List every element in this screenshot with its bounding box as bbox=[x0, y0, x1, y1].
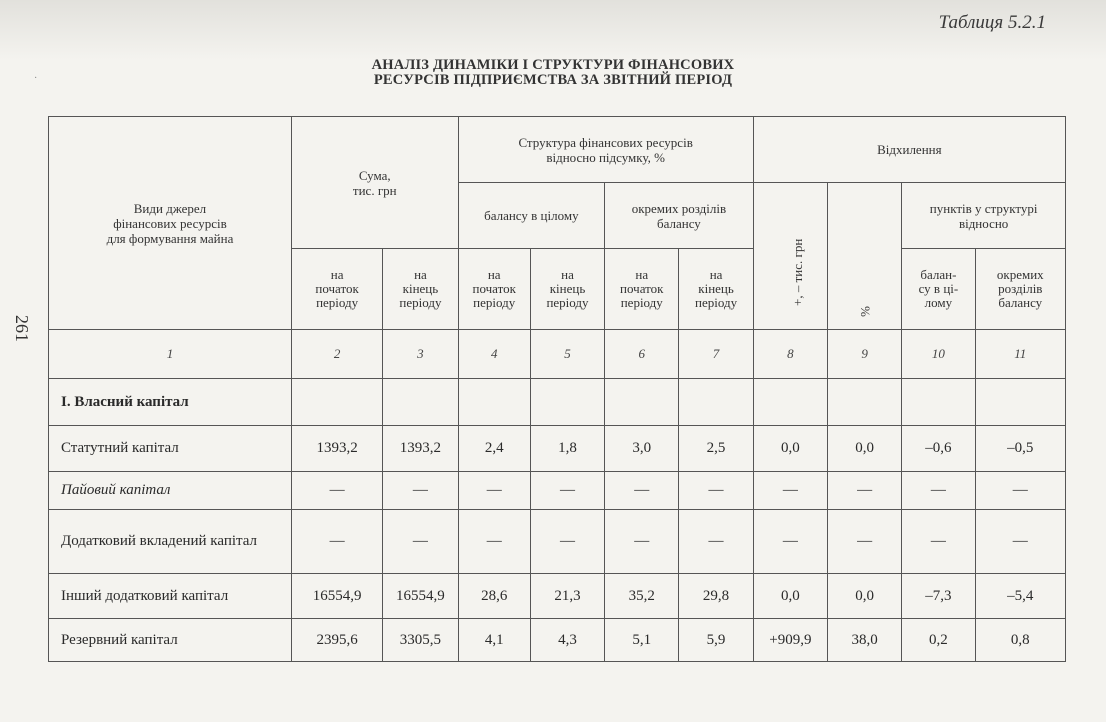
table-row bbox=[49, 379, 1066, 426]
header-sum bbox=[291, 117, 458, 249]
table-cell bbox=[383, 379, 458, 426]
table-cell bbox=[679, 379, 753, 426]
table-cell: –5,4 bbox=[975, 574, 1065, 619]
header-sources-line-2: фінансових ресурсів bbox=[113, 215, 227, 231]
sub-sections-end: на кінець періоду bbox=[679, 249, 753, 330]
table-cell bbox=[605, 379, 679, 426]
table-cell: 2395,6 bbox=[291, 619, 382, 662]
table-row bbox=[49, 426, 1066, 472]
table-cell bbox=[530, 379, 604, 426]
row-name: І. Власний капітал bbox=[49, 379, 292, 426]
table-cell: 3305,5 bbox=[383, 619, 458, 662]
table-cell: 1393,2 bbox=[383, 426, 458, 472]
table-cell: — bbox=[383, 510, 458, 574]
table-row bbox=[49, 619, 1066, 662]
table-cell: — bbox=[975, 510, 1065, 574]
table-cell: 0,8 bbox=[975, 619, 1065, 662]
header-pct: % bbox=[857, 306, 873, 317]
row-name: Резервний капітал bbox=[49, 619, 292, 662]
table-cell: — bbox=[605, 510, 679, 574]
column-number: 7 bbox=[679, 330, 753, 379]
table-cell: 28,6 bbox=[458, 574, 530, 619]
header-points-line-1: пунктів у структурі bbox=[929, 200, 1038, 216]
table-cell: +909,9 bbox=[753, 619, 827, 662]
row-name: Статутний капітал bbox=[49, 426, 292, 472]
table-cell bbox=[975, 379, 1065, 426]
header-deviation: Відхилення bbox=[753, 117, 1065, 183]
table-cell: 35,2 bbox=[605, 574, 679, 619]
header-abs-deviation: +, – тис. грн bbox=[790, 238, 806, 306]
sub-sum-start: на початок періоду bbox=[291, 249, 382, 330]
table-cell: 4,1 bbox=[458, 619, 530, 662]
table-cell: 1,8 bbox=[530, 426, 604, 472]
table-cell: — bbox=[975, 472, 1065, 510]
row-name: Інший додатковий капітал bbox=[49, 574, 292, 619]
header-sources bbox=[49, 117, 292, 330]
title-line-1: АНАЛІЗ ДИНАМІКИ І СТРУКТУРИ ФІНАНСОВИХ bbox=[371, 57, 735, 73]
header-sources-line-3: для формування майна bbox=[106, 230, 234, 246]
table-cell: 4,3 bbox=[530, 619, 604, 662]
row-name: Пайовий капітал bbox=[49, 472, 292, 510]
header-sum-line-2: тис. грн bbox=[352, 182, 397, 198]
table-cell: — bbox=[605, 472, 679, 510]
table-cell: — bbox=[827, 472, 901, 510]
table-cell: 2,5 bbox=[679, 426, 753, 472]
table-cell: — bbox=[458, 510, 530, 574]
sub-balance-start: на початок періоду bbox=[458, 249, 530, 330]
table-cell: — bbox=[679, 510, 753, 574]
table-row bbox=[49, 574, 1066, 619]
column-number: 5 bbox=[530, 330, 604, 379]
table-cell bbox=[827, 379, 901, 426]
column-number: 2 bbox=[291, 330, 382, 379]
table-title bbox=[0, 58, 1106, 88]
table-cell: 1393,2 bbox=[291, 426, 382, 472]
financial-resources-table bbox=[48, 116, 1066, 662]
header-structure-line-2: відносно підсумку, % bbox=[546, 149, 665, 165]
table-cell: 0,2 bbox=[902, 619, 975, 662]
table-cell: — bbox=[902, 472, 975, 510]
table-cell: –0,6 bbox=[902, 426, 975, 472]
sub-sum-end: на кінець періоду bbox=[383, 249, 458, 330]
header-sum-line-1: Сума, bbox=[358, 167, 391, 183]
table-cell: — bbox=[458, 472, 530, 510]
table-cell bbox=[458, 379, 530, 426]
table-cell: 5,1 bbox=[605, 619, 679, 662]
table-cell: 0,0 bbox=[753, 426, 827, 472]
table-cell: 38,0 bbox=[827, 619, 901, 662]
column-number: 1 bbox=[49, 330, 292, 379]
header-pct-cell bbox=[827, 183, 901, 330]
table-cell: — bbox=[530, 472, 604, 510]
table-cell: –7,3 bbox=[902, 574, 975, 619]
column-number: 10 bbox=[902, 330, 975, 379]
table-row bbox=[49, 510, 1066, 574]
table-cell bbox=[902, 379, 975, 426]
page-number: 261 bbox=[12, 315, 32, 342]
header-abs-deviation-cell bbox=[753, 183, 827, 330]
header-balance-whole: балансу в цілому bbox=[458, 183, 605, 249]
table-cell: — bbox=[383, 472, 458, 510]
column-number: 6 bbox=[605, 330, 679, 379]
header-sections-line-2: балансу bbox=[657, 215, 701, 231]
table-cell: 3,0 bbox=[605, 426, 679, 472]
table-cell: — bbox=[291, 510, 382, 574]
table-cell: 16554,9 bbox=[291, 574, 382, 619]
header-points bbox=[902, 183, 1066, 249]
table-cell: — bbox=[291, 472, 382, 510]
column-number: 4 bbox=[458, 330, 530, 379]
table-cell: — bbox=[530, 510, 604, 574]
table-cell: 5,9 bbox=[679, 619, 753, 662]
table-cell: — bbox=[827, 510, 901, 574]
column-number: 3 bbox=[383, 330, 458, 379]
column-number: 8 bbox=[753, 330, 827, 379]
page-mark: · bbox=[34, 73, 38, 84]
table-cell: — bbox=[679, 472, 753, 510]
table-cell: 0,0 bbox=[827, 574, 901, 619]
table-label: Таблиця 5.2.1 bbox=[938, 12, 1046, 33]
sub-points-balance: балан- су в ці- лому bbox=[902, 249, 975, 330]
sub-balance-end: на кінець періоду bbox=[530, 249, 604, 330]
column-number: 11 bbox=[975, 330, 1065, 379]
table-cell bbox=[753, 379, 827, 426]
header-sections bbox=[605, 183, 754, 249]
table-cell bbox=[291, 379, 382, 426]
column-number-row bbox=[49, 330, 1066, 379]
header-sections-line-1: окремих розділів bbox=[631, 200, 727, 216]
header-sources-line-1: Види джерел bbox=[133, 200, 207, 216]
table-cell: 16554,9 bbox=[383, 574, 458, 619]
header-structure-line-1: Структура фінансових ресурсів bbox=[518, 134, 693, 150]
table-cell: 0,0 bbox=[753, 574, 827, 619]
row-name: Додатковий вкладений капітал bbox=[49, 510, 292, 574]
sub-points-sections: окремих розділів балансу bbox=[975, 249, 1065, 330]
table-cell: 0,0 bbox=[827, 426, 901, 472]
table-cell: 2,4 bbox=[458, 426, 530, 472]
table-cell: 29,8 bbox=[679, 574, 753, 619]
table-cell: — bbox=[902, 510, 975, 574]
column-number: 9 bbox=[827, 330, 901, 379]
title-line-2: РЕСУРСІВ ПІДПРИЄМСТВА ЗА ЗВІТНИЙ ПЕРІОД bbox=[373, 72, 733, 88]
table-cell: 21,3 bbox=[530, 574, 604, 619]
header-structure bbox=[458, 117, 753, 183]
table-row bbox=[49, 472, 1066, 510]
table-cell: — bbox=[753, 472, 827, 510]
table-cell: — bbox=[753, 510, 827, 574]
table-cell: –0,5 bbox=[975, 426, 1065, 472]
header-points-line-2: відносно bbox=[958, 215, 1009, 231]
sub-sections-start: на початок періоду bbox=[605, 249, 679, 330]
